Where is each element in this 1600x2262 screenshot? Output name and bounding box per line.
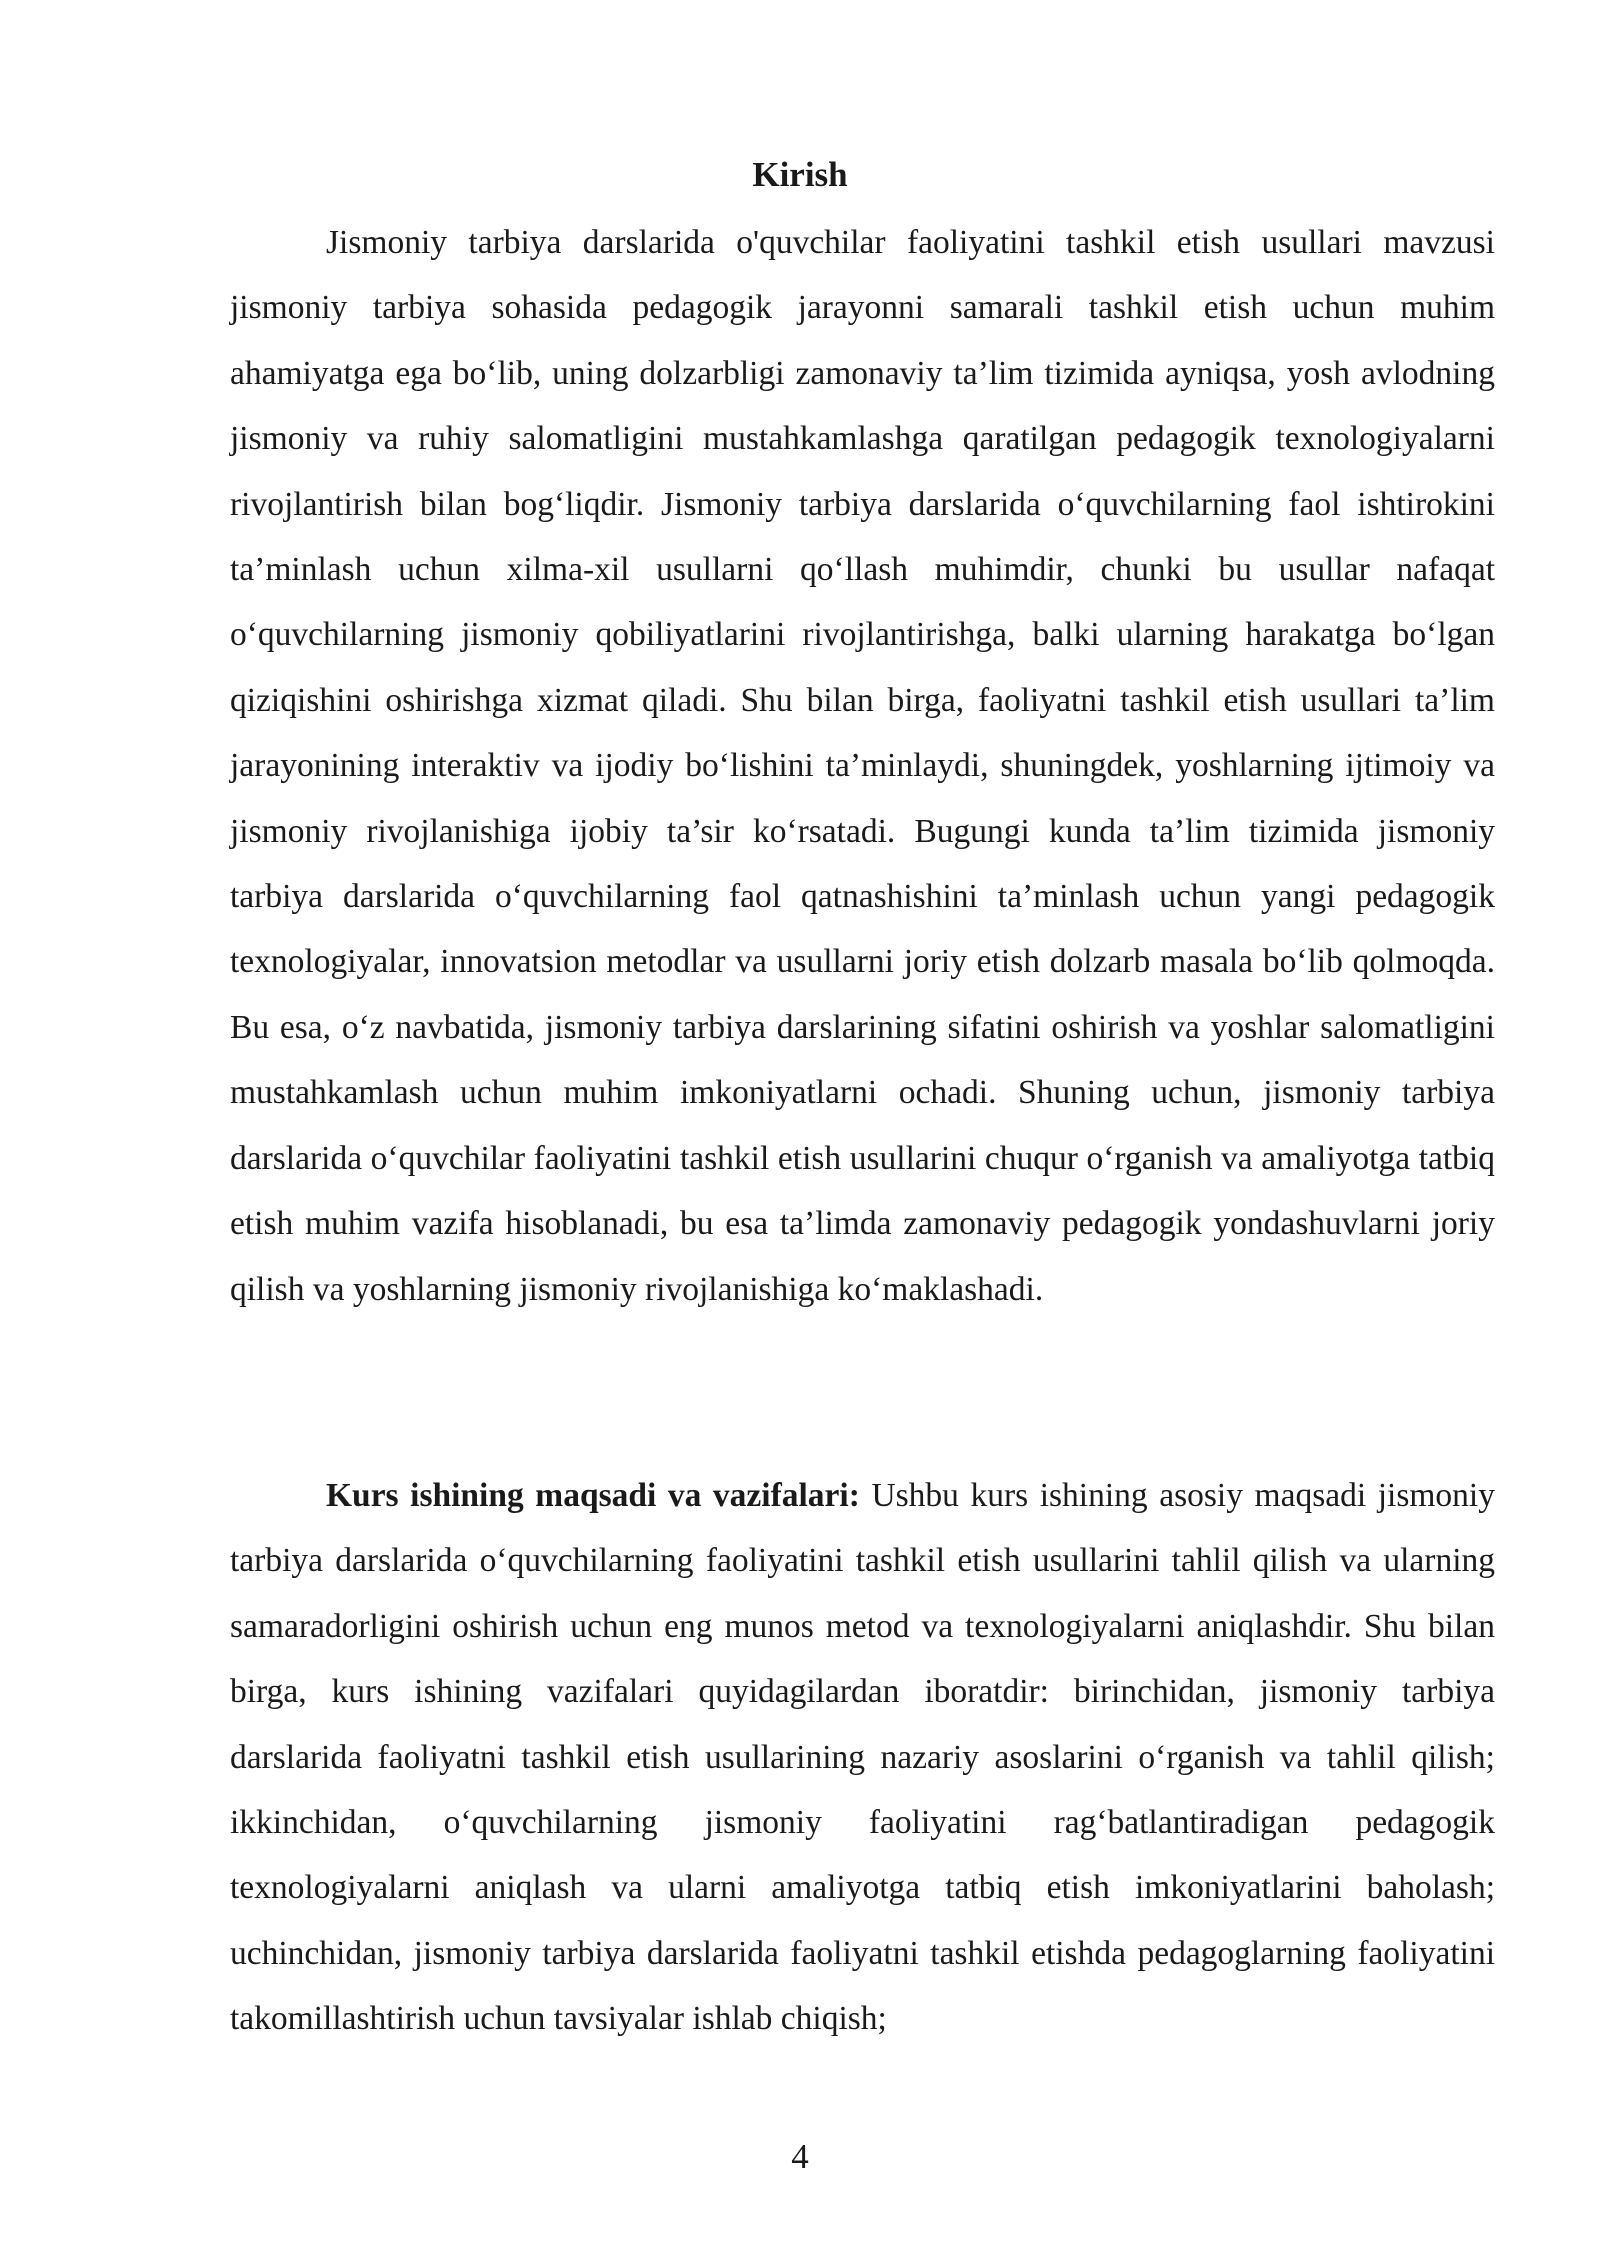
- section-heading: Kirish: [752, 155, 848, 194]
- goals-body-text: Ushbu kurs ishining asosiy maqsadi jismoniy tarbiya darslarida o‘quvchilarning faoliyatini tashkil etish usullarini tahlil qilish va ularning samaradorligini oshirish uchun eng munos metod va texnologiyalarni aniqlashdir. Shu bilan birga, kurs ishining vazifalari quyidagilardan iboratdir: birinchidan, jismoniy tarbiya darslarida faoliyatni tashkil etish usullarining nazariy asoslarini o‘rganish va tahlil qilish; ikkinchidan, o‘quvchilarning jismoniy faoliyatini rag‘batlantiradigan pedagogik texnologiyalarni aniqlash va ularni amaliyotga tatbiq etish imkoniyatlarini baholash; uchinchidan, jismoniy tarbiya darslarida faoliyatni tashkil etishda pedagoglarning faoliyatini takomillashtirish uchun tavsiyalar ishlab chiqish;: [230, 1477, 1495, 2038]
- intro-paragraph: Jismoniy tarbiya darslarida o'quvchilar faoliyatini tashkil etish usullari mavzusi jismoniy tarbiya sohasida pedagogik jarayonni samarali tashkil etish uchun muhim ahamiyatga ega bo‘lib, uning dolzarbligi zamonaviy ta’lim tizimida ayniqsa, yosh avlodning jismoniy va ruhiy salomatligini mustahkamlashga qaratilgan pedagogik texnologiyalarni rivojlantirish bilan bog‘liqdir. Jismoniy tarbiya darslarida o‘quvchilarning faol ishtirokini ta’minlash uchun xilma-xil usullarni qo‘llash muhimdir, chunki bu usullar nafaqat o‘quvchilarning jismoniy qobiliyatlarini rivojlantirishga, balki ularning harakatga bo‘lgan qiziqishini oshirishga xizmat qiladi. Shu bilan birga, faoliyatni tashkil etish usullari ta’lim jarayonining interaktiv va ijodiy bo‘lishini ta’minlaydi, shuningdek, yoshlarning ijtimoiy va jismoniy rivojlanishiga ijobiy ta’sir ko‘rsatadi. Bugungi kunda ta’lim tizimida jismoniy tarbiya darslarida o‘quvchilarning faol qatnashishini ta’minlash uchun yangi pedagogik texnologiyalar, innovatsion metodlar va usullarni joriy etish dolzarb masala bo‘lib qolmoqda. Bu esa, o‘z navbatida, jismoniy tarbiya darslarining sifatini oshirish va yoshlar salomatligini mustahkamlash uchun muhim imkoniyatlarni ochadi. Shuning uchun, jismoniy tarbiya darslarida o‘quvchilar faoliyatini tashkil etish usullarini chuqur o‘rganish va amaliyotga tatbiq etish muhim vazifa hisoblanadi, bu esa ta’limda zamonaviy pedagogik yondashuvlarni joriy qilish va yoshlarning jismoniy rivojlanishiga ko‘maklashadi.: [230, 224, 1495, 1308]
- goals-paragraph: [230, 1463, 1495, 2052]
- page-number: 4: [791, 2137, 809, 2176]
- goals-lead-text: Kurs ishining maqsadi va vazifalari:: [326, 1477, 860, 1514]
